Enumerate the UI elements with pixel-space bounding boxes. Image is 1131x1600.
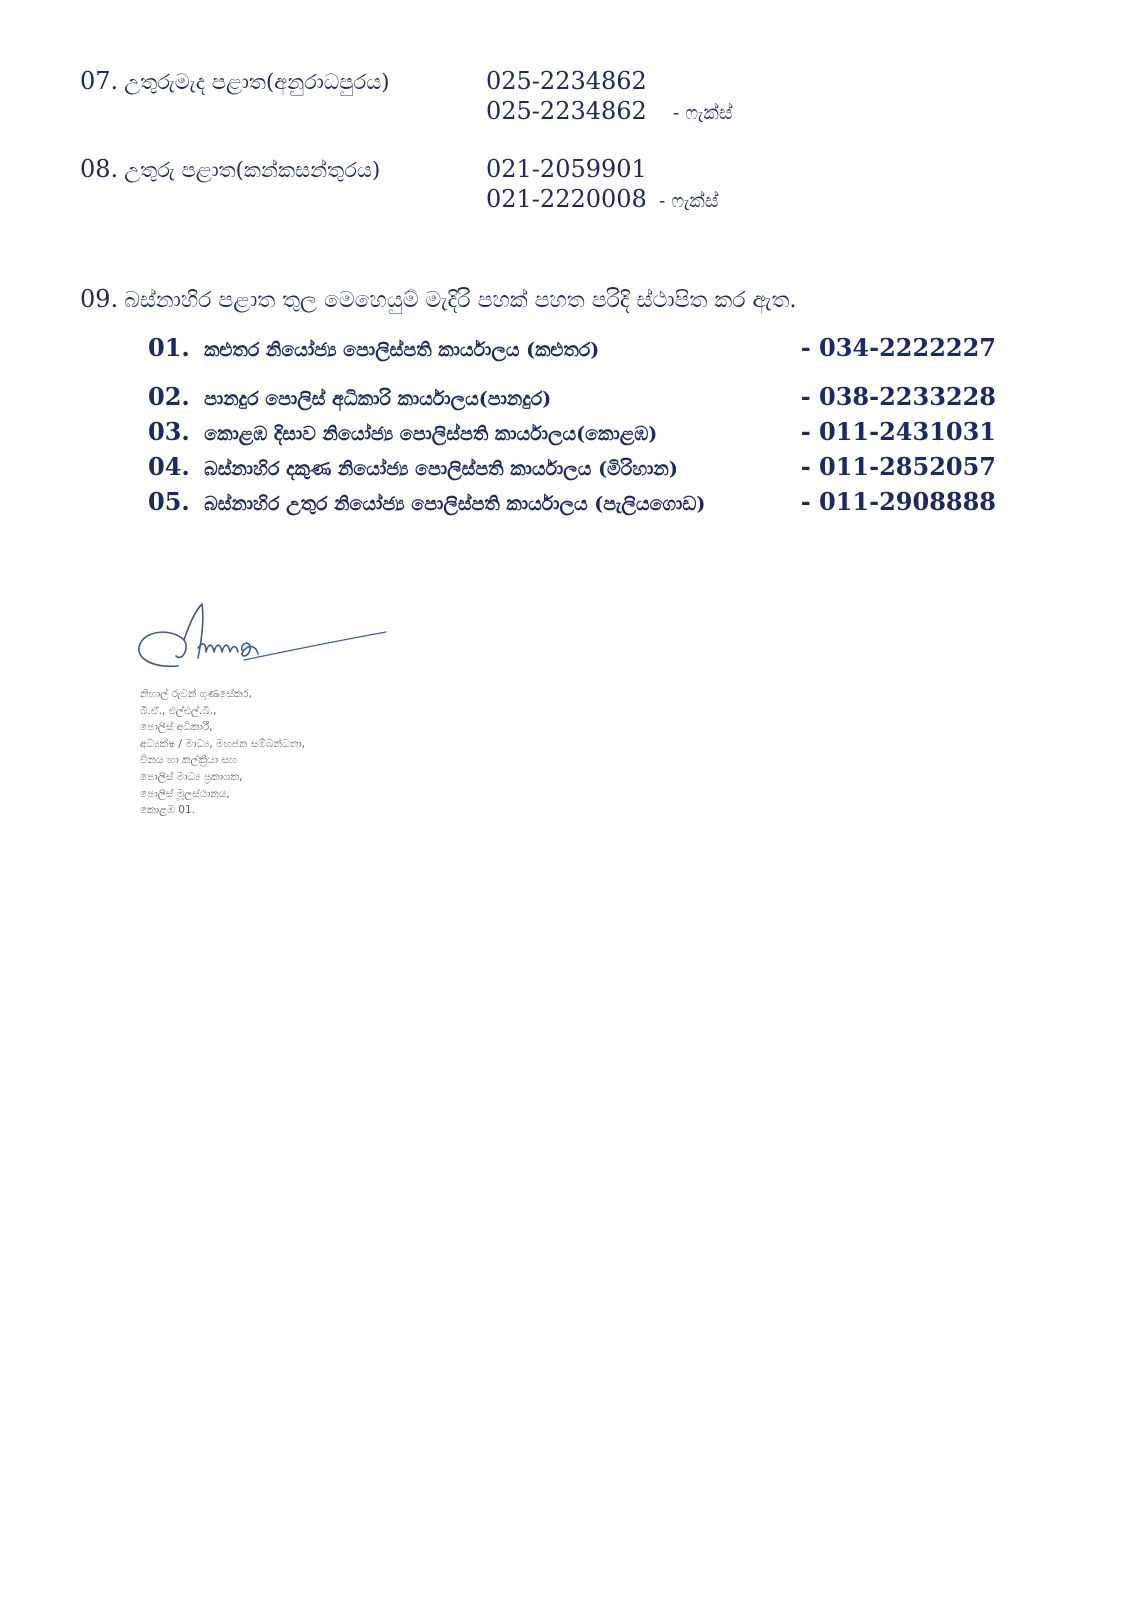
fax-number: 025-2234862 xyxy=(486,97,647,125)
office-name: බස්නාහිර උතුර නියෝජ්‍ය පොලිස්පති කාර්යාලය (පැලියගොඩ) xyxy=(204,493,706,515)
signatory-line: කොළඹ 01. xyxy=(140,804,195,817)
office-number: 04. xyxy=(148,452,190,481)
signatory-line: අධ්‍යක්ෂ / මාධ්‍ය, මහජන සම්බන්ධතා, xyxy=(140,737,306,750)
office-name: කොළඹ දිසාව නියෝජ්‍ය පොලිස්පති කාර්යාලය(කොළඹ) xyxy=(204,423,658,445)
western-province-intro xyxy=(80,284,796,316)
office-name: බස්නාහිර දකුණ නියෝජ්‍ය පොලිස්පති කාර්යාලය (මිරිහාන) xyxy=(204,458,678,480)
signature-loop-stroke xyxy=(139,632,186,666)
signature-rise-stroke xyxy=(184,604,203,658)
office-phone: - 038-2233228 xyxy=(800,382,996,411)
office-number: 01. xyxy=(148,333,190,362)
region-number: 07. xyxy=(80,67,119,95)
handwritten-signature xyxy=(132,598,402,688)
fax-label: - ෆැක්ස් xyxy=(658,190,719,212)
region-name: උතුරු පළාත(කන්කසන්තුරය) xyxy=(124,158,381,182)
fax-number: 021-2220008 xyxy=(486,185,647,213)
signatory-line: නිහාල් රුවන් ගුණසේකර, xyxy=(140,688,252,700)
office-row xyxy=(148,449,996,484)
region-name: උතුරුමැද පළාත(අනුරාධපුරය) xyxy=(124,70,390,94)
office-row xyxy=(148,330,996,365)
signature-underline-stroke xyxy=(244,632,386,660)
operation-rooms-list xyxy=(148,330,996,519)
office-phone: - 011-2852057 xyxy=(800,452,996,481)
section-number: 09. xyxy=(80,285,119,313)
phone-number: 025-2234862 xyxy=(486,67,647,95)
region-phones-08 xyxy=(486,154,719,216)
region-phones-07 xyxy=(486,66,733,128)
intro-text: බස්නාහිර පළාත තුල මෙහෙයුම් මැදිරි පහක් පහත පරිදි ස්ථාපිත කර ඇත. xyxy=(124,288,797,313)
region-entry-07 xyxy=(80,66,390,97)
fax-label: - ෆැක්ස් xyxy=(672,102,733,124)
fax-line xyxy=(486,184,719,216)
region-number: 08. xyxy=(80,155,119,183)
signatory-line: පොලිස් මාධ්‍ය ප්‍රකාශක, xyxy=(140,770,243,783)
office-phone: - 011-2908888 xyxy=(800,487,996,516)
office-number: 05. xyxy=(148,487,190,516)
office-number: 03. xyxy=(148,417,190,446)
signatory-line: බී.ඒ., එල්එල්.බී., xyxy=(140,704,217,717)
signatory-line: පොලිස් මූලස්ථානය, xyxy=(140,787,230,800)
region-entry-08 xyxy=(80,154,380,185)
fax-line xyxy=(486,96,733,128)
signatory-line: පොලිස් අධිකාරී, xyxy=(140,721,213,734)
phone-number: 021-2059901 xyxy=(486,155,647,183)
office-name: පානදුර පොලිස් අධිකාරි කාර්යාලය(පානදුර) xyxy=(204,388,552,410)
signatory-line: විනය හා කල්ක්‍රියා සහ xyxy=(140,754,238,767)
office-phone: - 011-2431031 xyxy=(800,417,996,446)
office-row xyxy=(148,414,996,449)
office-number: 02. xyxy=(148,382,190,411)
signature-tail-stroke xyxy=(242,643,258,656)
office-row xyxy=(148,379,996,414)
office-phone: - 034-2222227 xyxy=(800,333,996,362)
signature-wave-stroke xyxy=(198,644,238,652)
office-row xyxy=(148,484,996,519)
office-name: කළුතර නියෝජ්‍ය පොලිස්පති කාර්යාලය (කළුතර) xyxy=(204,339,600,361)
signatory-details xyxy=(140,686,305,819)
